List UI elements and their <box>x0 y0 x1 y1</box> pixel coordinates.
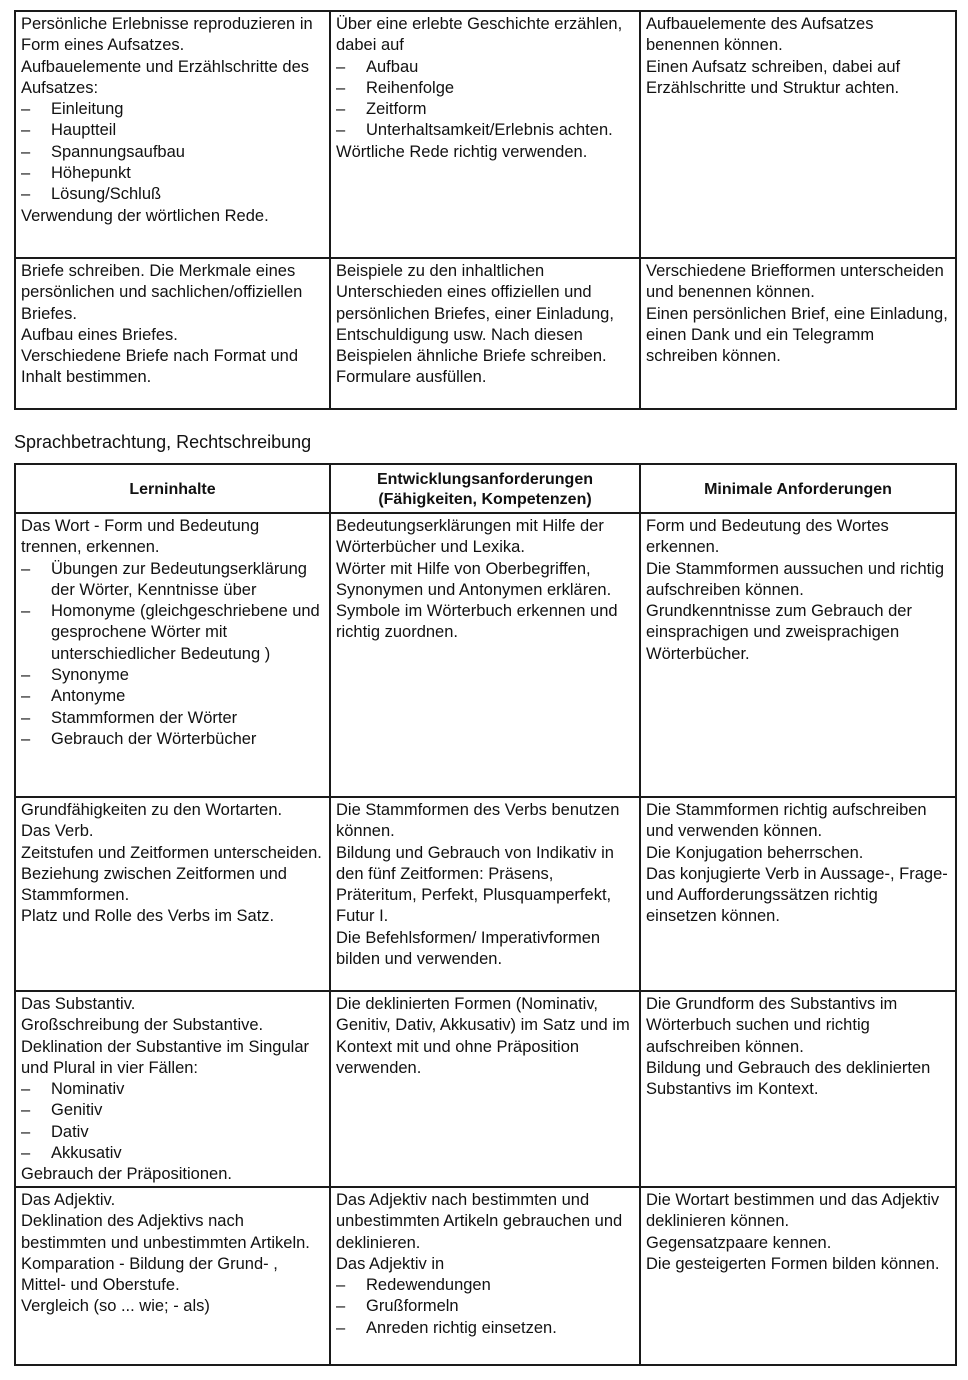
cell-text: Die Wortart bestimmen und das Adjektiv deklinieren können. <box>646 1191 940 1231</box>
table-cell <box>330 797 640 991</box>
cell-text: Über eine erlebte Geschichte erzählen, dabei auf <box>336 15 623 55</box>
table-header-row <box>15 464 956 513</box>
list-item: – Synonyme <box>21 665 324 686</box>
cell-text: Das Adjektiv nach bestimmten und unbestimmten Artikeln gebrauchen und deklinieren. <box>336 1191 623 1252</box>
table-cell <box>640 11 956 258</box>
list-item: – Homonyme (gleichgeschriebene und gesprochene Wörter mit unterschiedlicher Bedeutung ) <box>21 601 324 665</box>
table-cell <box>330 258 640 409</box>
list-item: – Einleitung <box>21 99 324 120</box>
list-item: – Redewendungen <box>336 1275 634 1296</box>
list-item: – Aufbau <box>336 57 634 78</box>
table-cell <box>15 991 330 1187</box>
cell-text: Das Substantiv. <box>21 995 136 1013</box>
dash-list <box>21 99 324 205</box>
list-item: – Unterhaltsamkeit/Erlebnis achten. <box>336 120 634 141</box>
cell-text: Symbole im Wörterbuch erkennen und richtig zuordnen. <box>336 602 618 642</box>
table-cell <box>15 513 330 797</box>
cell-text: Die gesteigerten Formen bilden können. <box>646 1254 940 1273</box>
cell-text: Großschreibung der Substantive. <box>21 1016 264 1035</box>
cell-text: Bedeutungserklärungen mit Hilfe der Wörterbücher und Lexika. <box>336 517 604 557</box>
cell-text: Aufbauelemente und Erzählschritte des Aufsatzes: <box>21 57 310 97</box>
column-header-entwicklungsanforderungen: Entwicklungsanforderungen (Fähigkeiten, Kompetenzen) <box>330 464 640 513</box>
cell-text: Das konjugierte Verb in Aussage-, Frage- und Aufforderungssätzen richtig einsetzen können. <box>646 864 948 926</box>
table-cell <box>640 513 956 797</box>
cell-text: Wörter mit Hilfe von Oberbegriffen, Synonymen und Antonymen erklären. <box>336 559 612 599</box>
cell-text: Wörtliche Rede richtig verwenden. <box>336 142 588 161</box>
cell-text: Aufbauelemente des Aufsatzes benennen können. <box>646 15 874 55</box>
cell-text: Die Befehlsformen/ Imperativformen bilden und verwenden. <box>336 928 601 969</box>
cell-text: Vergleich (so ... wie; - als) <box>21 1297 210 1316</box>
cell-text: Briefe schreiben. Die Merkmale eines persönlichen und sachlichen/offiziellen Briefes. <box>21 262 303 323</box>
table-cell <box>330 11 640 258</box>
cell-text: Deklination der Substantive im Singular und Plural in vier Fällen: <box>21 1037 309 1077</box>
cell-text: Das Verb. <box>21 822 94 841</box>
table-literature <box>14 10 957 410</box>
table-cell <box>640 1187 956 1365</box>
list-item: – Übungen zur Bedeutungserklärung der Wörter, Kenntnisse über <box>21 559 324 602</box>
list-item: – Stammformen der Wörter <box>21 708 324 729</box>
cell-text: Die Konjugation beherrschen. <box>646 843 864 862</box>
table-row <box>15 513 956 797</box>
section-title: Sprachbetrachtung, Rechtschreibung <box>14 432 312 452</box>
column-header-minimale-anforderungen: Minimale Anforderungen <box>640 464 956 513</box>
cell-text: Die Stammformen des Verbs benutzen können. <box>336 801 620 841</box>
cell-text: Komparation - Bildung der Grund- , Mittel- und Oberstufe. <box>21 1254 278 1295</box>
dash-list <box>336 57 634 142</box>
list-item: – Dativ <box>21 1122 324 1143</box>
table-row <box>15 797 956 991</box>
table-cell <box>15 11 330 258</box>
cell-text: Die deklinierten Formen (Nominativ, Genitiv, Dativ, Akkusativ) im Satz und im Kontext mit und ohne Präposition verwenden. <box>336 995 630 1077</box>
table-row <box>15 11 956 258</box>
cell-text: Das Adjektiv in <box>336 1254 445 1273</box>
cell-text: Bildung und Gebrauch des deklinierten Substantivs im Kontext. <box>646 1058 931 1099</box>
list-item: – Gebrauch der Wörterbücher <box>21 729 324 750</box>
table-cell <box>640 258 956 409</box>
cell-text: Das Adjektiv. <box>21 1191 116 1209</box>
list-item: – Höhepunkt <box>21 163 324 184</box>
cell-text: Die Stammformen richtig aufschreiben und verwenden können. <box>646 801 927 841</box>
cell-text: Gebrauch der Präpositionen. <box>21 1165 232 1184</box>
cell-text: Platz und Rolle des Verbs im Satz. <box>21 907 275 926</box>
cell-text: Die Stammformen aussuchen und richtig aufschreiben können. <box>646 559 945 599</box>
list-item: – Grußformeln <box>336 1296 634 1317</box>
dash-list <box>336 1275 634 1339</box>
column-header-lerninhalte: Lerninhalte <box>15 464 330 513</box>
cell-text: Einen persönlichen Brief, eine Einladung, einen Dank und ein Telegramm schreiben können. <box>646 304 948 366</box>
list-item: – Reihenfolge <box>336 78 634 99</box>
table-cell <box>15 258 330 409</box>
cell-text: Verschiedene Briefe nach Format und Inhalt bestimmen. <box>21 347 298 387</box>
table-language <box>14 463 957 1366</box>
cell-text: Verschiedene Briefformen unterscheiden und benennen können. <box>646 262 944 302</box>
cell-text: Das Wort - Form und Bedeutung trennen, erkennen. <box>21 517 260 557</box>
dash-list <box>21 1079 324 1164</box>
cell-text: Einen Aufsatz schreiben, dabei auf Erzählschritte und Struktur achten. <box>646 57 901 97</box>
cell-text: Grundkenntnisse zum Gebrauch der einsprachigen und zweisprachigen Wörterbücher. <box>646 602 912 663</box>
list-item: – Spannungsaufbau <box>21 142 324 163</box>
cell-text: Form und Bedeutung des Wortes erkennen. <box>646 517 889 557</box>
cell-text: Aufbau eines Briefes. <box>21 325 178 344</box>
list-item: – Nominativ <box>21 1079 324 1100</box>
list-item: – Antonyme <box>21 686 324 707</box>
cell-text: Zeitstufen und Zeitformen unterscheiden. <box>21 843 322 862</box>
table-cell <box>330 1187 640 1365</box>
list-item: – Zeitform <box>336 99 634 120</box>
table-cell <box>330 513 640 797</box>
list-item: – Lösung/Schluß <box>21 184 324 205</box>
cell-text: Die Grundform des Substantivs im Wörterbuch suchen und richtig aufschreiben können. <box>646 995 898 1056</box>
table-cell <box>640 991 956 1187</box>
table-cell <box>640 797 956 991</box>
table-row <box>15 258 956 409</box>
cell-text: Persönliche Erlebnisse reproduzieren in Form eines Aufsatzes. <box>21 15 313 55</box>
dash-list <box>21 559 324 751</box>
cell-text: Beziehung zwischen Zeitformen und Stammformen. <box>21 864 287 905</box>
table-cell <box>15 797 330 991</box>
list-item: – Anreden richtig einsetzen. <box>336 1318 634 1339</box>
list-item: – Genitiv <box>21 1100 324 1121</box>
list-item: – Hauptteil <box>21 120 324 141</box>
cell-text: Beispiele zu den inhaltlichen Unterschieden eines offiziellen und persönlichen Briefes, einer Einladung, Entschuldigung usw. Nach diesen Beispielen ähnliche Briefe schreiben. Formulare ausfüllen. <box>336 262 614 387</box>
table-cell <box>15 1187 330 1365</box>
table-row <box>15 1187 956 1365</box>
cell-text: Grundfähigkeiten zu den Wortarten. <box>21 801 283 819</box>
cell-text: Deklination des Adjektivs nach bestimmten und unbestimmten Artikeln. <box>21 1212 310 1252</box>
cell-text: Gegensatzpaare kennen. <box>646 1233 832 1252</box>
list-item: – Akkusativ <box>21 1143 324 1164</box>
table-row <box>15 991 956 1187</box>
cell-text: Bildung und Gebrauch von Indikativ in den fünf Zeitformen: Präsens, Präteritum, Perfekt, Plusquamperfekt, Futur I. <box>336 843 614 926</box>
table-cell <box>330 991 640 1187</box>
cell-text: Verwendung der wörtlichen Rede. <box>21 206 269 225</box>
